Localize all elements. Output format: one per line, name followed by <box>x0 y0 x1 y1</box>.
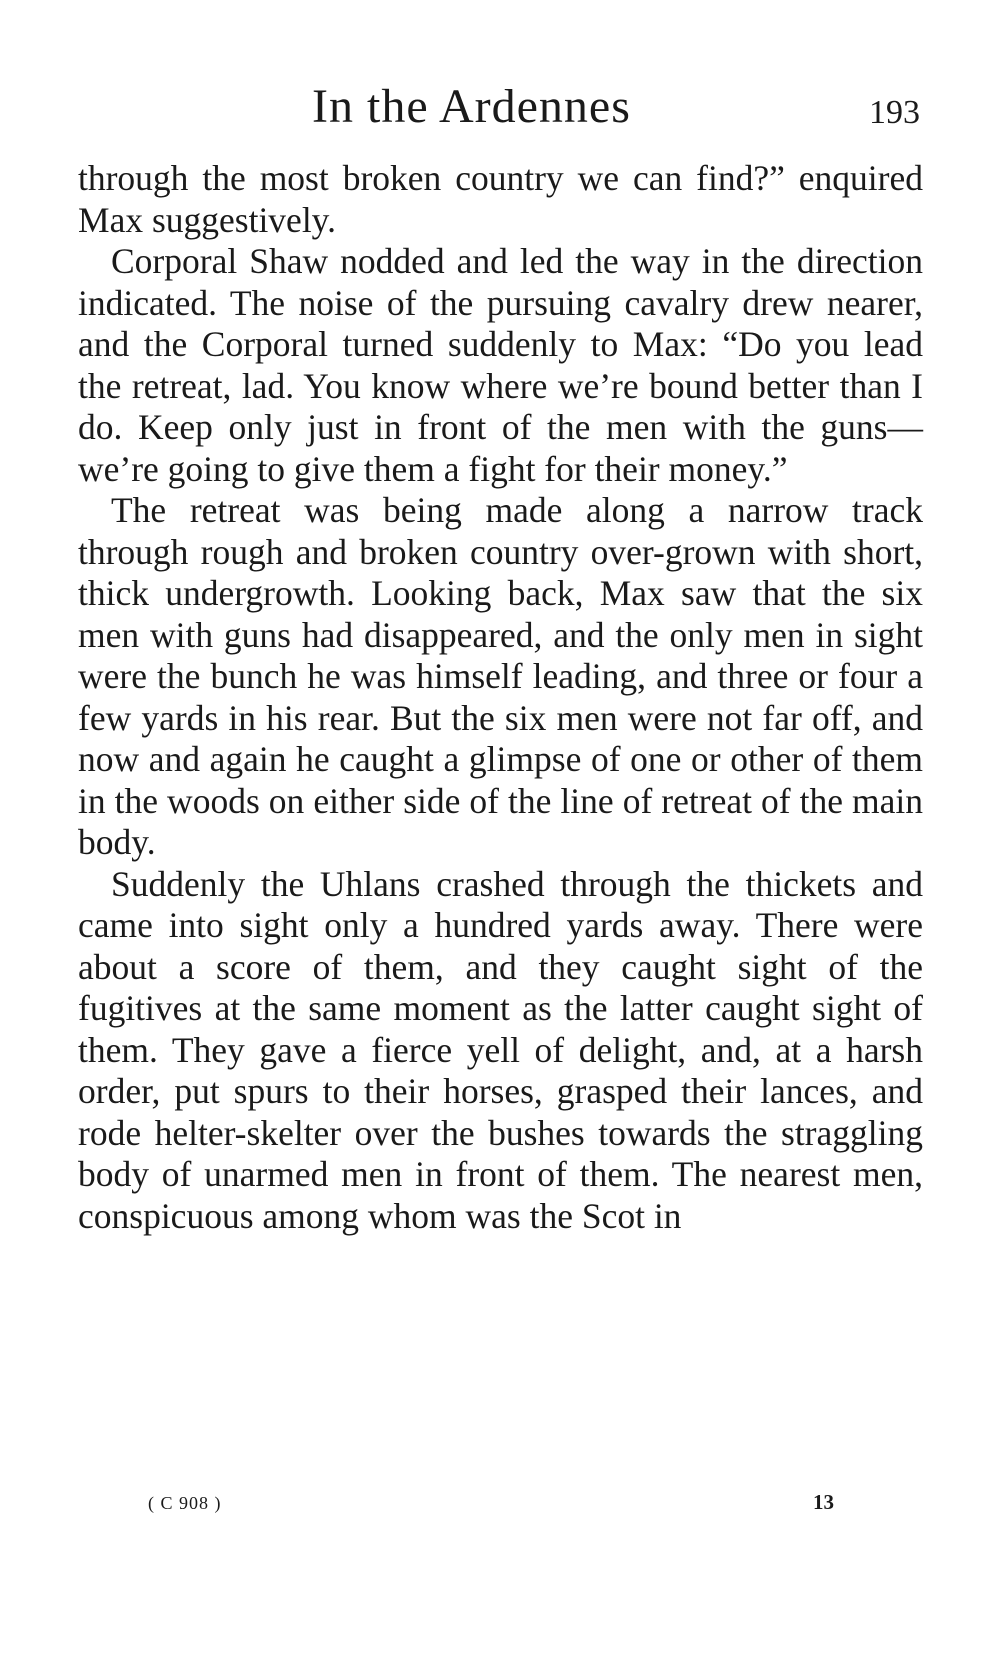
gathering-number: 13 <box>813 1490 834 1514</box>
signature-mark: ( C 908 ) <box>148 1493 222 1513</box>
page-number: 193 <box>869 94 920 131</box>
page-title: In the Ardennes <box>312 80 631 133</box>
running-head <box>0 72 1000 142</box>
paragraph: The retreat was being made along a narrow track through rough and broken country over-grown with short, thick undergrowth. Looking back, Max saw that the six men with guns had disappeared, and the only men in sight were the bunch he was himself leading, and three or four a few yards in his rear. But the six men were not far off, and now and again he caught a glimpse of one or other of them in the woods on either side of the line of retreat of the main body. <box>78 490 923 862</box>
body-text <box>78 158 923 1237</box>
paragraph-continued: through the most broken country we can find?” enquired Max suggestively. <box>78 158 923 240</box>
paragraph: Suddenly the Uhlans crashed through the thickets and came into sight only a hundred yards away. There were about a score of them, and they caught sight of the fugitives at the same moment as the latter caught sight of them. They gave a fierce yell of delight, and, at a harsh order, put spurs to their horses, grasped their lances, and rode helter-skelter over the bushes towards the straggling body of unarmed men in front of them. The nearest men, conspicuous among whom was the Scot in <box>78 863 923 1236</box>
paragraph: Corporal Shaw nodded and led the way in the direction indicated. The noise of the pursuing cavalry drew nearer, and the Corporal turned suddenly to Max: “Do you lead the retreat, lad. You know where we’re bound better than I do. Keep only just in front of the men with the guns—we’re going to give them a fight for their money.” <box>78 241 923 489</box>
